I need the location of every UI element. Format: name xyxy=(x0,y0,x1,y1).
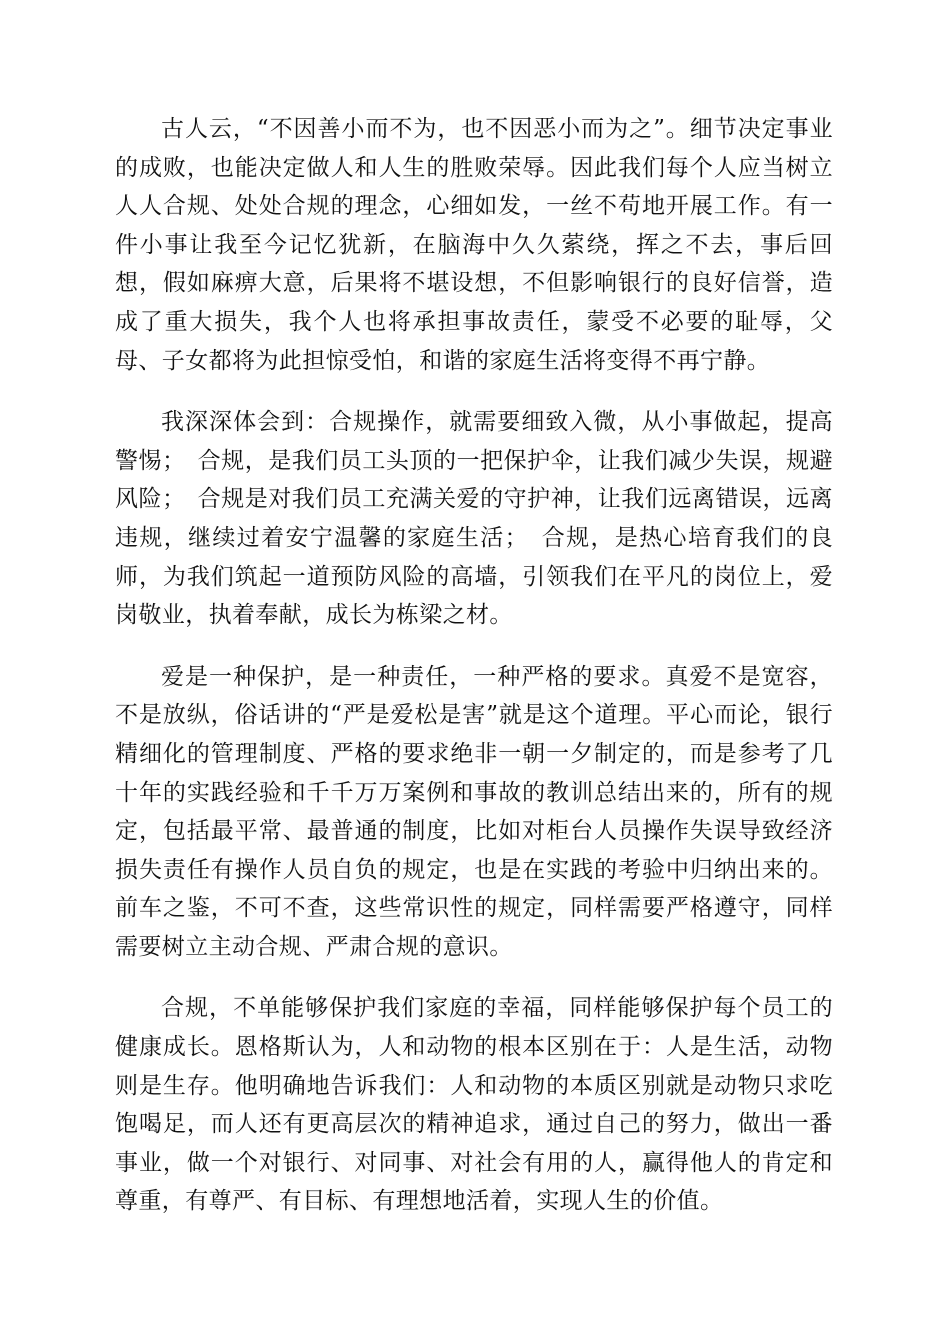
paragraph: 爱是一种保护，是一种责任，一种严格的要求。真爱不是宽容，不是放纵，俗话讲的“严是爱松是害”就是这个道理。平心而论，银行精细化的管理制度、严格的要求绝非一朝一夕制定的，而是参考了几十年的实践经验和千千万万案例和事故的教训总结出来的，所有的规定，包括最平常、最普通的制度，比如对柜台人员操作失误导致经济损失责任有操作人员自负的规定，也是在实践的考验中归纳出来的。前车之鉴，不可不查，这些常识性的规定，同样需要严格遵守，同样需要树立主动合规、严肃合规的意识。 xyxy=(115,663,833,960)
paragraph: 我深深体会到：合规操作，就需要细致入微，从小事做起，提高警惕； 合规，是我们员工头顶的一把保护伞，让我们减少失误，规避风险； 合规是对我们员工充满关爱的守护神，让我们远离错误，远离违规，继续过着安宁温馨的家庭生活； 合规，是热心培育我们的良师，为我们筑起一道预防风险的高墙，引领我们在平凡的岗位上，爱岗敬业，执着奉献，成长为栋梁之材。 xyxy=(115,409,833,629)
paragraph: 古人云，“不因善小而不为，也不因恶小而为之”。细节决定事业的成败，也能决定做人和人生的胜败荣辱。因此我们每个人应当树立人人合规、处处合规的理念，心细如发，一丝不苟地开展工作。有一件小事让我至今记忆犹新，在脑海中久久萦绕，挥之不去，事后回想，假如麻痹大意，后果将不堪设想，不但影响银行的良好信誉，造成了重大损失，我个人也将承担事故责任，蒙受不必要的耻辱，父母、子女都将为此担惊受怕，和谐的家庭生活将变得不再宁静。 xyxy=(115,116,833,374)
paragraph: 合规，不单能够保护我们家庭的幸福，同样能够保护每个员工的健康成长。恩格斯认为，人和动物的根本区别在于：人是生活，动物则是生存。他明确地告诉我们：人和动物的本质区别就是动物只求吃饱喝足，而人还有更高层次的精神追求，通过自己的努力，做出一番事业，做一个对银行、对同事、对社会有用的人，赢得他人的肯定和尊重，有尊严、有目标、有理想地活着，实现人生的价值。 xyxy=(115,995,833,1215)
document-page xyxy=(115,110,833,1244)
